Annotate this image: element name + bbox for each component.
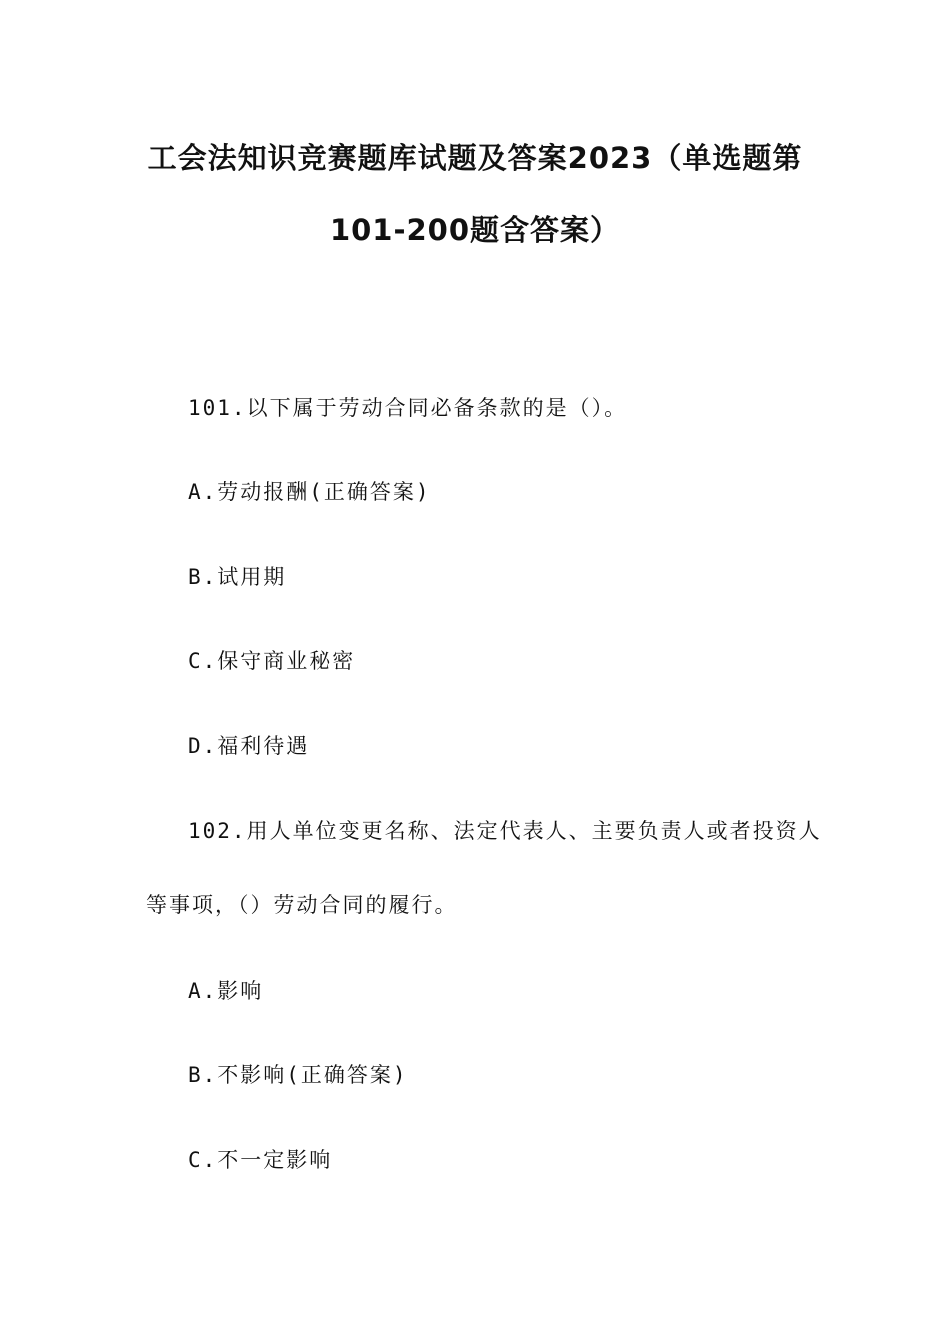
question-101-option-c: C.保守商业秘密 (188, 649, 356, 673)
question-102-option-a: A.影响 (188, 979, 264, 1003)
question-102-option-c: C.不一定影响 (188, 1148, 333, 1172)
document-title-line-2: 101-200题含答案） (329, 213, 621, 247)
question-101-stem: 101.以下属于劳动合同必备条款的是（）。 (188, 396, 628, 420)
question-102-stem-line-1: 102.用人单位变更名称、法定代表人、主要负责人或者投资人 (188, 819, 822, 843)
document-title-line-1: 工会法知识竞赛题库试题及答案2023（单选题第 (147, 141, 803, 175)
question-101-option-d: D.福利待遇 (188, 734, 310, 758)
question-102-option-b: B.不影响(正确答案) (188, 1063, 408, 1087)
question-101-option-a: A.劳动报酬(正确答案) (188, 480, 431, 504)
question-102-stem-line-2: 等事项，（）劳动合同的履行。 (146, 893, 458, 917)
question-101-option-b: B.试用期 (188, 565, 287, 589)
